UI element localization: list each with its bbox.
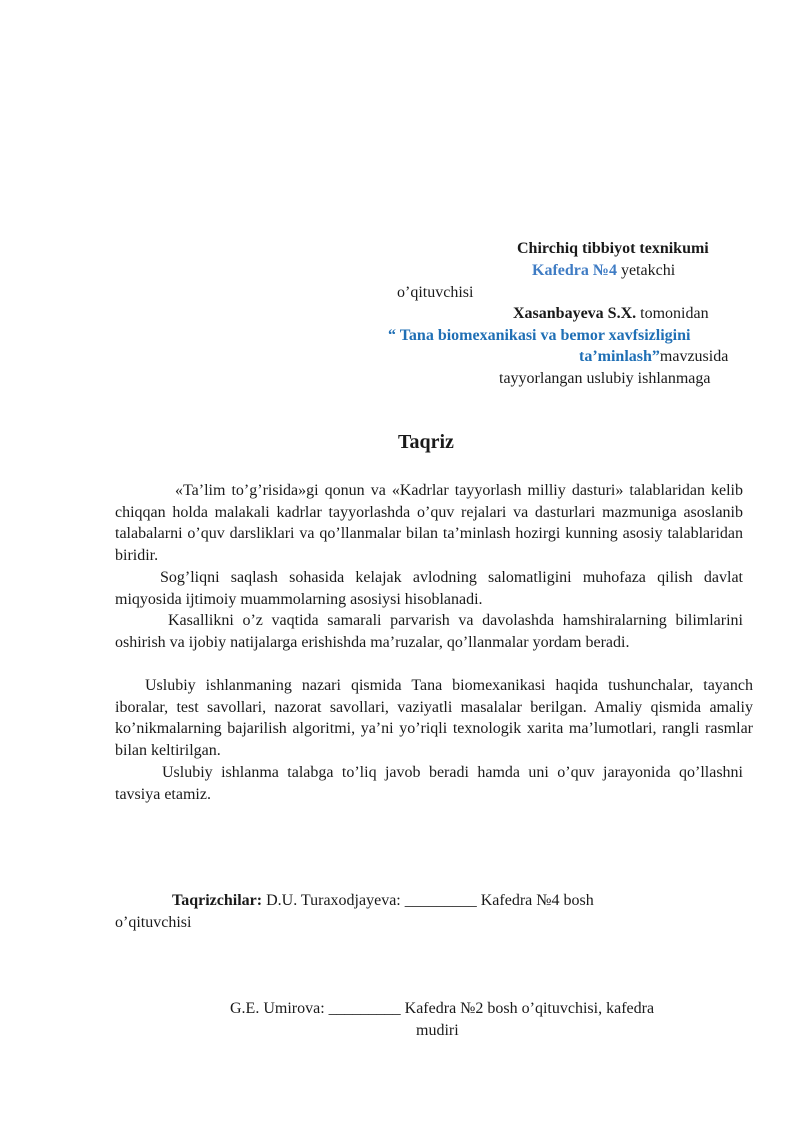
author-name: Xasanbayeva S.X. xyxy=(513,305,637,322)
topic-line1: “ Tana biomexanikasi va bemor xavfsizligini xyxy=(388,327,691,344)
document-title: Taqriz xyxy=(398,431,454,453)
topic-suffix: mavzusida xyxy=(659,348,729,365)
paragraph-1: «Ta’lim to’g’risida»gi qonun va «Kadrlar tayyorlash milliy dasturi» talablaridan kelib chiqqan holda malakali kadrlar tayyorlashda o’quv rejalari va dasturlari mazmuniga asoslanib talabalarni o’quv darsliklari va qo’llanmalar bilan ta’minlash hozirgi kunning asosiy talablaridan biridir. xyxy=(115,482,743,564)
department-line xyxy=(532,260,675,282)
reviewer2-line2: mudiri xyxy=(416,1022,459,1039)
institution-name: Chirchiq tibbiyot texnikumi xyxy=(517,240,709,257)
paragraph-5: Uslubiy ishlanma talabga to’liq javob beradi hamda uni o’quv jarayonida qo’llashni tavsiya etamiz. xyxy=(115,764,743,803)
author-by: tomonidan xyxy=(640,305,709,322)
role-part2: o’qituvchisi xyxy=(397,284,474,301)
paragraph-2: Sog’liqni saqlash sohasida kelajak avlodning salomatligini muhofaza qilish davlat miqyosida ijtimoiy muammolarning asosiysi hisoblanadi. xyxy=(115,569,743,608)
reviewer2-line1: G.E. Umirova: _________ Kafedra №2 bosh o’qituvchisi, kafedra xyxy=(230,1000,655,1017)
reviewers-label: Taqrizchilar: xyxy=(172,892,263,909)
topic-line2 xyxy=(579,346,728,368)
role-part1: yetakchi xyxy=(620,262,676,279)
department-name: Kafedra №4 xyxy=(532,262,617,279)
author-line xyxy=(513,303,709,325)
paragraph-3: Kasallikni o’z vaqtida samarali parvarish va davolashda hamshiralarning bilimlarini oshirish va ijobiy natijalarga erishishda ma’ruzalar, qo’llanmalar yordam beradi. xyxy=(115,612,743,651)
reviewer1-line1 xyxy=(172,890,594,912)
reviewer1-line2: o’qituvchisi xyxy=(115,914,192,931)
prepared-line: tayyorlangan uslubiy ishlanmaga xyxy=(499,370,711,387)
paragraph-4: Uslubiy ishlanmaning nazari qismida Tana biomexanikasi haqida tushunchalar, tayanch iboralar, test savollari, nazorat savollari, vaziyatli masalalar berilgan. Amaliy qismida amaliy ko’nikmalarning bajarilish algoritmi, ya’ni yo’riqli texnologik xarita ma’lumotlari, rangli rasmlar bilan keltirilgan. xyxy=(115,677,753,759)
reviewer1-text: D.U. Turaxodjayeva: _________ Kafedra №4 bosh xyxy=(266,892,594,909)
topic-title-end: ta’minlash” xyxy=(579,348,660,365)
